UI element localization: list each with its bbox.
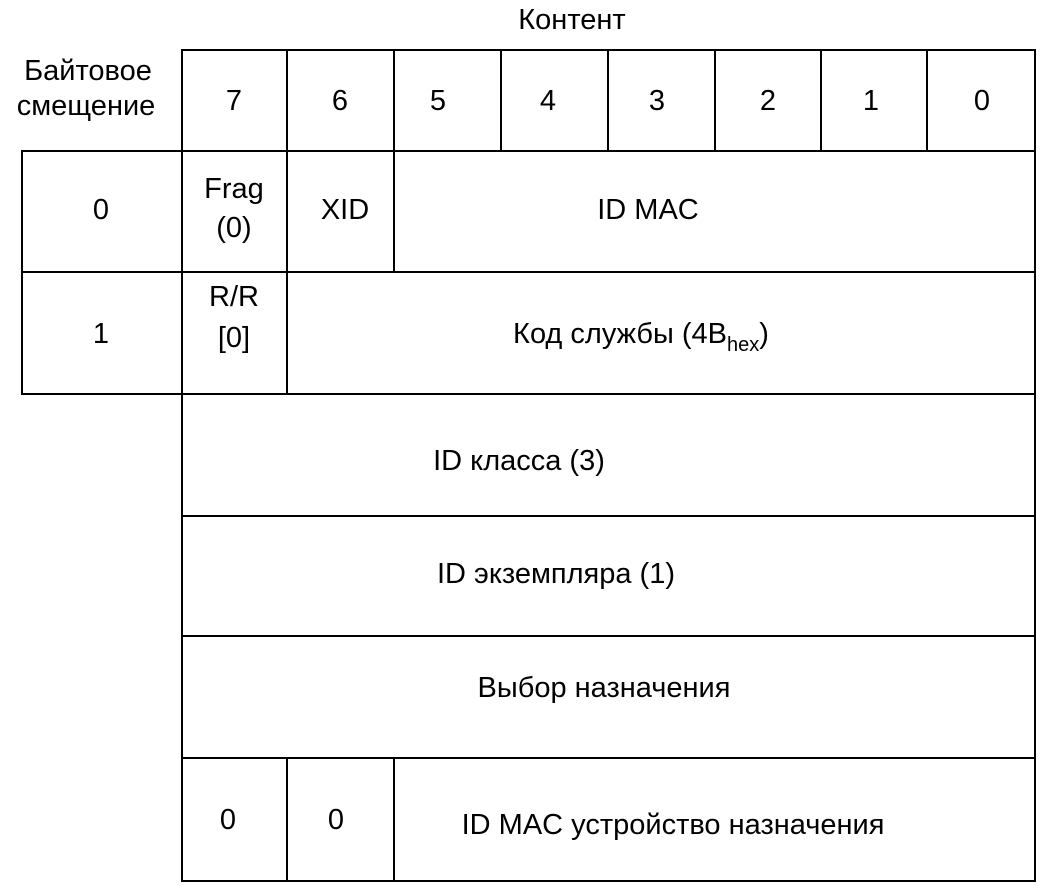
class-id-label: ID класса (3) (433, 445, 605, 477)
bit-label-4: 4 (539, 85, 557, 117)
last-row-bit6-value: 0 (327, 804, 345, 836)
rr-label-line1: R/R (209, 281, 259, 313)
frag-label-line2: (0) (216, 212, 252, 244)
row0-id-mac-cell (393, 150, 1036, 273)
bit-label-0: 0 (973, 85, 991, 117)
frag-label-line1: Frag (204, 173, 264, 205)
service-code-label: Код службы $(4B_{hex})$ (513, 318, 769, 356)
bit-label-6: 6 (331, 85, 349, 117)
bit-header-5 (393, 49, 502, 152)
bit-label-2: 2 (759, 85, 777, 117)
id-mac-label: ID MAC (597, 194, 699, 226)
byte-offset-label-line1: Байтовое (24, 55, 152, 87)
bit-label-5: 5 (429, 85, 447, 117)
bit-label-7: 7 (225, 85, 243, 117)
row1-offset: 1 (92, 318, 110, 350)
bit-label-1: 1 (862, 85, 880, 117)
byte-offset-label-line2: смещение (16, 90, 156, 122)
destination-select-label: Выбор назначения (477, 672, 731, 704)
class-id-cell (181, 393, 1036, 517)
xid-label: XID (320, 194, 370, 226)
instance-id-label: ID экземпляра (1) (437, 558, 675, 590)
service-code-subscript: hex (727, 334, 760, 356)
rr-label-line2: [0] (217, 322, 251, 354)
content-title: Контент (518, 4, 626, 36)
bit-label-3: 3 (648, 85, 666, 117)
row0-offset: 0 (92, 194, 110, 226)
dest-mac-label: ID MAC устройство назначения (461, 809, 885, 841)
last-row-bit7-value: 0 (219, 804, 237, 836)
